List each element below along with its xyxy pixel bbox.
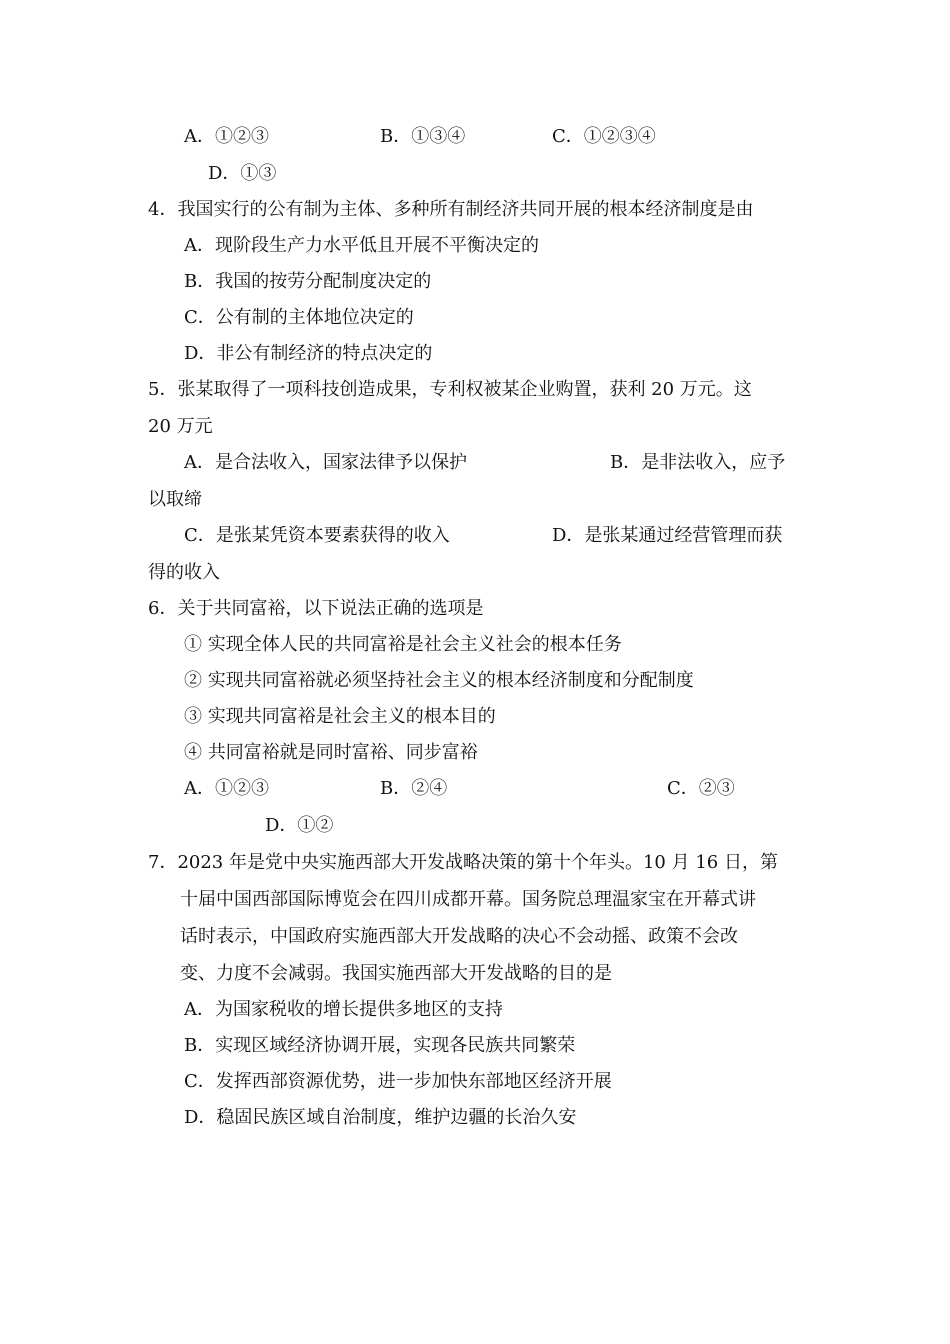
q3-option-b: B．①③④ [380, 126, 466, 147]
q6-statement-3: ③ 实现共同富裕是社会主义的根本目的 [184, 706, 496, 727]
q7-option-b: B．实现区域经济协调开展，实现各民族共同繁荣 [184, 1035, 576, 1056]
q6-option-b: B．②④ [380, 778, 448, 799]
q7-stem-line3: 话时表示，中国政府实施西部大开发战略的决心不会动摇、政策不会改 [180, 926, 738, 947]
q3-option-c: C．①②③④ [552, 126, 656, 147]
q6-stem: 6．关于共同富裕，以下说法正确的选项是 [148, 598, 484, 619]
q6-option-a: A．①②③ [184, 778, 269, 799]
q5-option-d-cont: 得的收入 [148, 562, 220, 583]
q6-statement-4: ④ 共同富裕就是同时富裕、同步富裕 [184, 742, 478, 763]
q6-option-d: D．①② [265, 815, 334, 836]
q7-option-a: A．为国家税收的增长提供多地区的支持 [184, 999, 503, 1020]
q7-option-c: C．发挥西部资源优势，进一步加快东部地区经济开展 [184, 1071, 612, 1092]
q4-option-c: C．公有制的主体地位决定的 [184, 307, 414, 328]
q4-stem: 4．我国实行的公有制为主体、多种所有制经济共同开展的根本经济制度是由 [148, 199, 754, 220]
q7-option-d: D．稳固民族区域自治制度，维护边疆的长治久安 [184, 1107, 577, 1128]
q5-stem-line2: 20 万元 [148, 416, 213, 437]
q5-option-d: D．是张某通过经营管理而获 [552, 525, 783, 546]
q7-stem-line1: 7．2023 年是党中央实施西部大开发战略决策的第十个年头。10 月 16 日，第 [148, 852, 778, 873]
q5-stem-line1: 5．张某取得了一项科技创造成果，专利权被某企业购置，获利 20 万元。这 [148, 379, 752, 400]
q5-option-c: C．是张某凭资本要素获得的收入 [184, 525, 450, 546]
q7-stem-line2: 十届中国西部国际博览会在四川成都开幕。国务院总理温家宝在开幕式讲 [180, 889, 756, 910]
q4-option-d: D．非公有制经济的特点决定的 [184, 343, 433, 364]
q5-option-b: B．是非法收入，应予 [610, 452, 786, 473]
q5-option-b-cont: 以取缔 [148, 489, 202, 510]
q6-statement-1: ① 实现全体人民的共同富裕是社会主义社会的根本任务 [184, 634, 622, 655]
q6-statement-2: ② 实现共同富裕就必须坚持社会主义的根本经济制度和分配制度 [184, 670, 694, 691]
q3-option-a: A．①②③ [184, 126, 269, 147]
q5-option-a: A．是合法收入，国家法律予以保护 [184, 452, 467, 473]
q3-option-d: D．①③ [208, 163, 277, 184]
q4-option-b: B．我国的按劳分配制度决定的 [184, 271, 432, 292]
q7-stem-line4: 变、力度不会减弱。我国实施西部大开发战略的目的是 [180, 963, 612, 984]
q6-option-c: C．②③ [667, 778, 735, 799]
q4-option-a: A．现阶段生产力水平低且开展不平衡决定的 [184, 235, 539, 256]
